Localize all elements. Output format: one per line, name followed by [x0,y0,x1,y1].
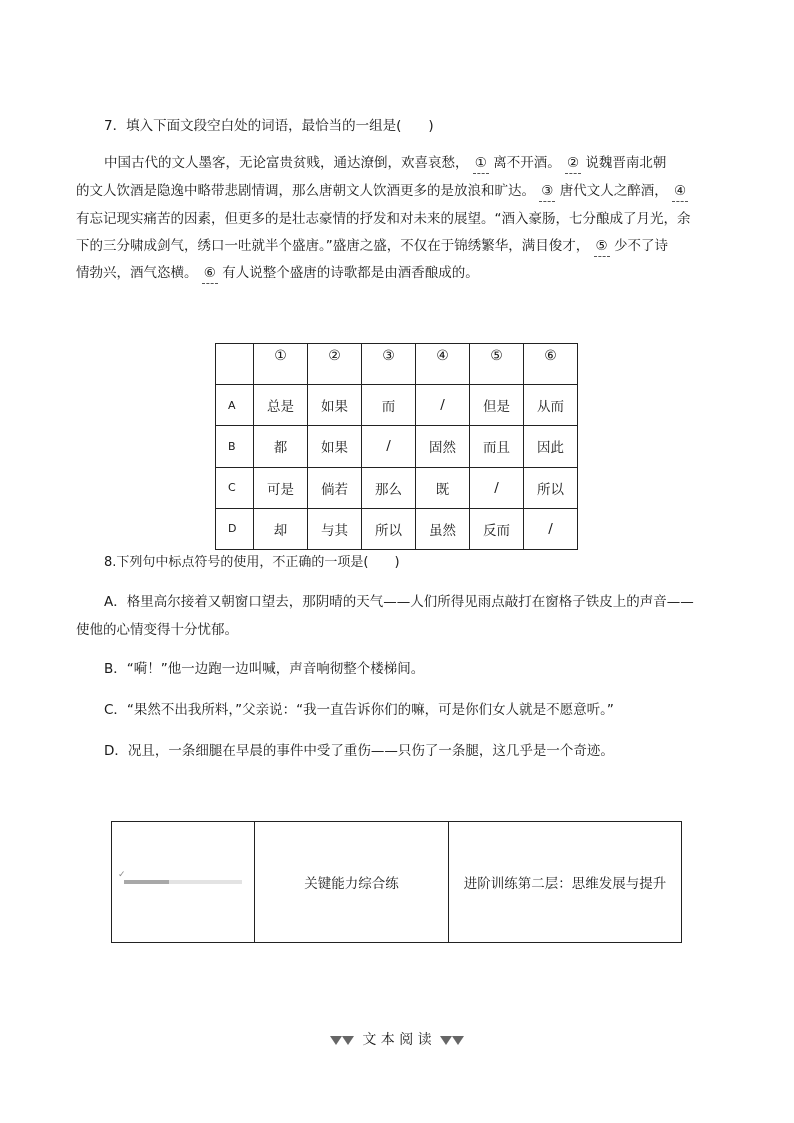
blank-1: ① [473,153,489,174]
table-cell: 但是 [470,385,524,426]
q8-option-c: C．“果然不出我所料，”父亲说：“我一直告诉你们的嘛，可是你们女人就是不愿意听。” [104,702,614,718]
section-banner [111,821,682,943]
q8-option-a-cont: 使他的心情变得十分忧郁。 [76,622,238,638]
q7-text: 离不开酒。 [493,155,561,171]
option-label: D [216,508,254,549]
table-cell: 因此 [524,426,578,467]
option-label: B [216,426,254,467]
footer-text: 文 本 阅 读 [362,1032,432,1048]
table-cell: / [416,385,470,426]
q7-text: 少不了诗 [613,238,668,254]
table-cell: 都 [254,426,308,467]
table-cell: 那么 [362,467,416,508]
table-cell: / [524,508,578,549]
triangle-down-icon [452,1036,464,1045]
table-cell: 而 [362,385,416,426]
table-cell: 既 [416,467,470,508]
table-cell: 如果 [308,426,362,467]
table-header-row [216,344,578,385]
table-cell: 而且 [470,426,524,467]
blank-4: ④ [672,181,688,202]
q8-option-b: B．“嗬！”他一边跑一边叫喊，声音响彻整个楼梯间。 [104,661,425,677]
q8-option-d: D．况且，一条细腿在早晨的事件中受了重伤——只伤了一条腿，这几乎是一个奇迹。 [104,743,614,759]
table-header-cell: ③ [362,344,416,385]
progress-fill [124,880,169,884]
table-cell: 可是 [254,467,308,508]
blank-5: ⑤ [594,236,610,257]
option-label: A [216,385,254,426]
blank-3: ③ [539,181,555,202]
q8-title: 8.下列句中标点符号的使用，不正确的一项是( ) [104,555,400,570]
table-row [216,467,578,508]
blank-6: ⑥ [202,263,218,284]
table-cell: 总是 [254,385,308,426]
banner-image-cell [112,822,255,942]
table-cell: / [362,426,416,467]
q7-text: 的文人饮酒是隐逸中略带悲剧情调，那么唐朝文人饮酒更多的是放浪和旷达。 [76,183,535,199]
table-header-cell: ② [308,344,362,385]
table-cell: 反而 [470,508,524,549]
check-icon: ✓ [118,870,126,880]
blank-2: ② [565,153,581,174]
q7-title: 7．填入下面文段空白处的词语，最恰当的一组是( ) [104,118,434,134]
q8-option-a: A．格里高尔接着又朝窗口望去，那阴晴的天气——人们所得见雨点敲打在窗格子铁皮上的声音—— [104,594,694,610]
table-cell: / [470,467,524,508]
table-cell: 所以 [524,467,578,508]
options-table [215,343,578,550]
q7-text: 中国古代的文人墨客，无论富贵贫贱，通达潦倒，欢喜哀愁， [104,155,469,171]
table-row [216,426,578,467]
table-header-cell [216,344,254,385]
table-header-cell: ④ [416,344,470,385]
table-row [216,508,578,549]
table-header-cell: ⑥ [524,344,578,385]
triangle-down-icon [342,1036,354,1045]
q7-text: 说魏晋南北朝 [585,155,667,171]
q7-text: 下的三分啸成剑气，绣口一吐就半个盛唐。”盛唐之盛，不仅在于锦绣繁华，满目俊才， [76,238,590,254]
table-cell: 与其 [308,508,362,549]
table-cell: 却 [254,508,308,549]
progress-bar [124,880,242,884]
option-label: C [216,467,254,508]
table-cell: 固然 [416,426,470,467]
table-cell: 倘若 [308,467,362,508]
table-row [216,385,578,426]
footer-heading [0,1029,794,1049]
q7-text: 有人说整个盛唐的诗歌都是由酒香酿成的。 [222,265,479,281]
triangle-down-icon [440,1036,452,1045]
q7-text: 唐代文人之醉酒， [559,183,668,199]
table-cell: 所以 [362,508,416,549]
table-header-cell: ⑤ [470,344,524,385]
banner-middle: 关键能力综合练 [255,822,449,942]
q7-text: 情勃兴，酒气恣横。 [76,265,198,281]
table-cell: 如果 [308,385,362,426]
table-cell: 从而 [524,385,578,426]
q7-text: 有忘记现实痛苦的因素，但更多的是壮志豪情的抒发和对未来的展望。“酒入豪肠，七分酿成了月光，余 [76,211,691,227]
table-cell: 虽然 [416,508,470,549]
triangle-down-icon [330,1036,342,1045]
banner-right: 进阶训练第二层：思维发展与提升 [463,876,667,892]
table-header-cell: ① [254,344,308,385]
